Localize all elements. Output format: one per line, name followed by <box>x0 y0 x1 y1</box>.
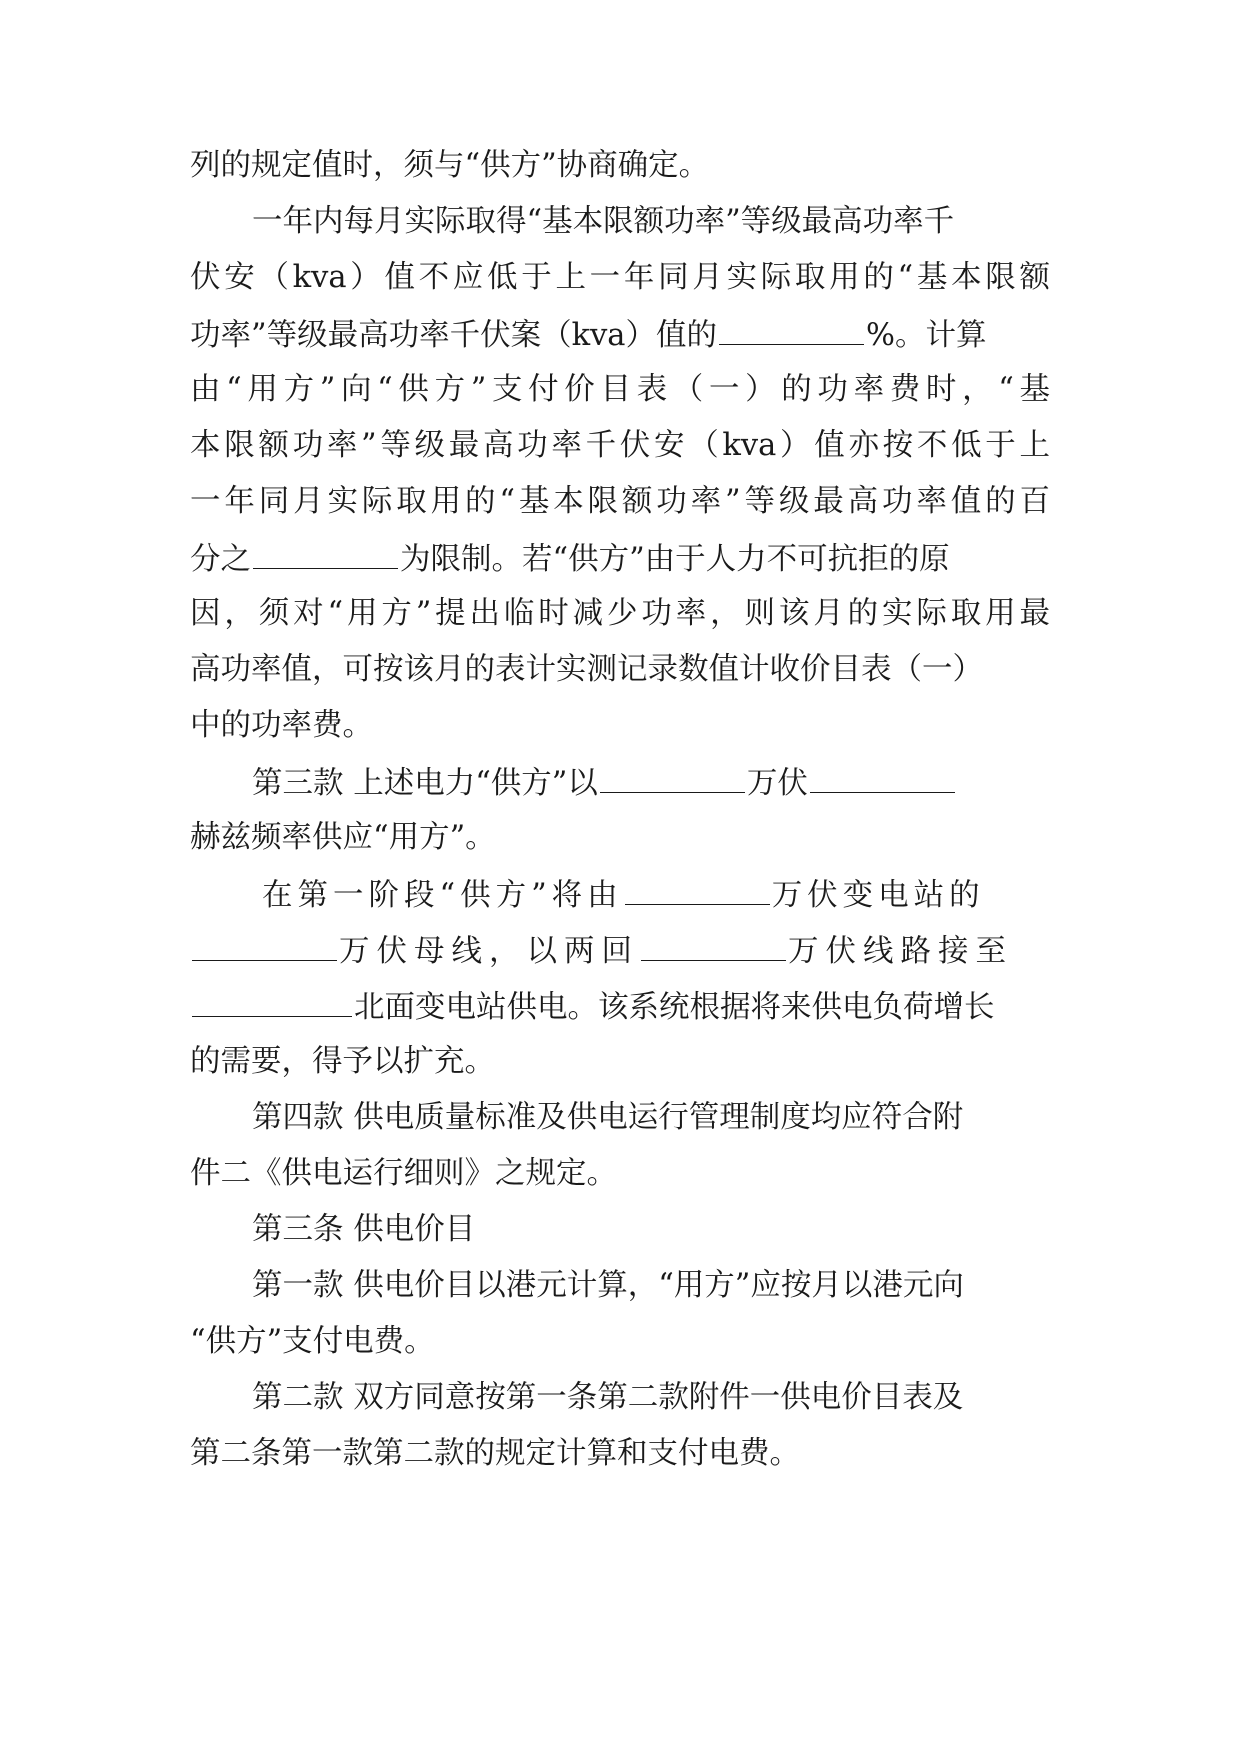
paragraph-first-line <box>252 1266 964 1306</box>
paragraph-first-line <box>252 1098 963 1138</box>
text-line <box>190 706 373 746</box>
line-text: 由“用方”向“供方”支付价目表（一）的功率费时，“基 <box>190 372 1050 407</box>
text-line <box>190 1154 617 1194</box>
fill-blank[interactable] <box>192 930 337 961</box>
line-text: 万伏变电站的 <box>771 878 985 913</box>
line-text: 第四款 供电质量标准及供电运行管理制度均应符合附 <box>252 1100 964 1135</box>
text-line <box>190 930 1013 970</box>
paragraph-first-line <box>252 1378 963 1418</box>
line-text: 第三款 上述电力“供方”以 <box>252 766 598 801</box>
line-text: 一年同月实际取用的“基本限额功率”等级最高功率值的百 <box>190 484 1050 519</box>
fill-blank[interactable] <box>719 314 864 345</box>
line-text: 的需要，得予以扩充。 <box>190 1044 495 1079</box>
text-line <box>190 426 1050 466</box>
line-text: 北面变电站供电。该系统根据将来供电负荷增长 <box>354 990 995 1025</box>
line-text: 万伏 <box>746 766 808 801</box>
fill-blank[interactable] <box>641 930 786 961</box>
text-line <box>190 258 1050 298</box>
line-text: 在第一阶段“供方”将由 <box>262 878 623 913</box>
line-text: %。计算 <box>866 318 987 353</box>
text-line <box>190 146 709 186</box>
text-line <box>190 650 983 690</box>
fill-blank[interactable] <box>625 874 770 905</box>
text-line <box>190 1434 800 1474</box>
line-text: 件二《供电运行细则》之规定。 <box>190 1156 617 1191</box>
line-text: 万伏母线，以两回 <box>339 934 639 969</box>
text-line <box>190 370 1050 410</box>
text-line <box>190 594 1050 634</box>
text-line <box>190 1322 435 1362</box>
line-text: 第三条 供电价目 <box>252 1212 476 1247</box>
line-text: 第二条第一款第二款的规定计算和支付电费。 <box>190 1436 800 1471</box>
text-line <box>190 818 496 858</box>
paragraph-first-line <box>262 874 985 914</box>
line-text: 第二款 双方同意按第一条第二款附件一供电价目表及 <box>252 1380 964 1415</box>
line-text: “供方”支付电费。 <box>190 1324 435 1359</box>
text-line <box>190 986 995 1026</box>
text-line <box>190 482 1050 522</box>
text-line <box>190 314 986 354</box>
line-text: 列的规定值时，须与“供方”协商确定。 <box>190 148 710 183</box>
line-text: 本限额功率”等级最高功率千伏安（kva）值亦按不低于上 <box>190 428 1050 463</box>
paragraph-first-line <box>252 202 954 242</box>
paragraph-first-line <box>252 762 957 802</box>
fill-blank[interactable] <box>192 986 352 1017</box>
line-text: 赫兹频率供应“用方”。 <box>190 820 496 855</box>
fill-blank[interactable] <box>253 538 398 569</box>
fill-blank[interactable] <box>600 762 745 793</box>
text-line <box>190 538 950 578</box>
section-heading <box>252 1210 475 1250</box>
line-text: 一年内每月实际取得“基本限额功率”等级最高功率千 <box>252 204 955 239</box>
line-text: 为限制。若“供方”由于人力不可抗拒的原 <box>400 542 950 577</box>
line-text: 万伏线路接至 <box>788 934 1013 969</box>
fill-blank[interactable] <box>810 762 955 793</box>
line-text: 伏安（kva）值不应低于上一年同月实际取用的“基本限额 <box>190 260 1050 295</box>
line-text: 功率”等级最高功率千伏案（kva）值的 <box>190 318 717 353</box>
line-text: 分之 <box>190 542 251 577</box>
line-text: 因，须对“用方”提出临时减少功率，则该月的实际取用最 <box>190 596 1050 631</box>
line-text: 第一款 供电价目以港元计算，“用方”应按月以港元向 <box>252 1268 964 1303</box>
text-line <box>190 1042 495 1082</box>
line-text: 中的功率费。 <box>190 708 373 743</box>
line-text: 高功率值，可按该月的表计实测记录数值计收价目表（一） <box>190 652 983 687</box>
